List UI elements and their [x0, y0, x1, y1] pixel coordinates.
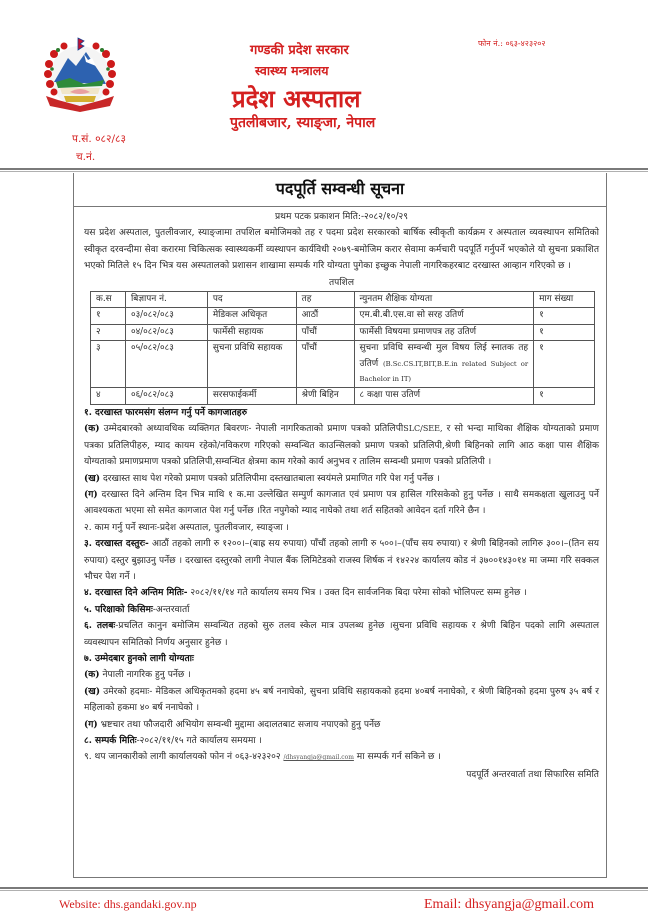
- cell-level: आठौं: [296, 308, 354, 324]
- footer-email[interactable]: Email: dhsyangja@gmail.com: [424, 897, 594, 912]
- item-label: (ख): [84, 472, 101, 484]
- section-5: [84, 602, 599, 618]
- signature-committee: पदपूर्ति अन्तरवार्ता तथा सिफारिस समिति: [466, 769, 599, 780]
- cell-qualification: फार्मेसी विषयमा प्रमाणपत्र तह उतिर्ण: [354, 324, 534, 340]
- cell-ad-no: ०६/०८२/०८३: [125, 388, 207, 404]
- cell-count: १: [534, 388, 595, 404]
- notice-title: पदपूर्ति सम्वन्धी सूचना: [74, 173, 606, 207]
- ministry-name: स्वास्थ्य मन्त्रालय: [255, 63, 329, 78]
- publication-date: प्रथम पटक प्रकाशन मिति:-२०८२/१०/२९: [275, 212, 408, 222]
- section-4: [84, 585, 599, 601]
- cell-count: १: [534, 324, 595, 340]
- item-label: (ग): [84, 718, 98, 730]
- col-header-sn: क.स: [91, 292, 126, 308]
- item-label: (क): [84, 423, 100, 435]
- intro-paragraph: यस प्रदेश अस्पताल, पुतलीवजार, स्याङ्जामा तपशिल बमोजिमको तह र पदमा प्रदेश सरकारको बार्षिक स्वीकृती कार्यक्रम र अस्पताल व्यवस्थापन समितिको स्वीकृत दरवन्दीमा सेवा करारमा चिकित्सक स्वास्थ्यकर्मी व्यस्थापन कार्यविधी २०७९-बमोजिम करार सेवामा कर्मचारी पदपूर्ति गर्नुपर्ने भएकोले यो सुचना प्रकाशित भएको मितिले १५ दिन भित्र यस अस्पतालको प्रशासन शाखामा सम्पर्क गरि योग्यता पुगेका इच्छुक नेपाली नागरिकहरबाट दरखास्त आव्हान गरिएको छ ।: [84, 228, 599, 272]
- cell-level: पाँचौं: [296, 341, 354, 388]
- section-3: [84, 536, 599, 585]
- section-1-ka: [84, 421, 599, 470]
- item-text: दरखास्त दिने अन्तिम दिन भित्र माथि १ क.मा उल्लेखित सम्पुर्ण कागजात एवं प्रमाण पत्र हासिल गरिसकेको हुनु पर्नेछ । साथै समकक्षता खुलाउनु पर्ने आवश्यकता भएमा सो समेत कागजात पेश गर्नु पर्नेछ ।रित नपुगेको म्याद नाघेको तथा शर्त सहितको आवेदन दर्ता गरिने छैन ।: [84, 489, 599, 517]
- section-1-ga: [84, 487, 599, 520]
- section-text: -प्रचलित कानुन बमोजिम सम्वन्धित तहको सुरु तलव स्केल मात्र उपलब्ध हुनेछ ।सुचना प्रविधि सहायक र श्रेणी बिहिन पदको लागि अस्पताल व्यवस्थापन समितिको निर्णय अनुसार हुनेछ ।: [84, 621, 599, 648]
- col-header-qualification: न्युनतम शैक्षिक योग्यता: [354, 292, 534, 308]
- section-text: २०८२/११/१४ गते कार्यालय समय भित्र । उक्त दिन सार्वजनिक बिदा परेमा सोको भोलिपल्ट सम्म हुनेछ ।: [187, 588, 527, 599]
- office-name: प्रदेश अस्पताल: [232, 84, 361, 113]
- cell-post: फार्मेसी सहायक: [207, 324, 296, 340]
- cell-post: सुचना प्रविधि सहायक: [207, 341, 296, 388]
- cell-ad-no: ०३/०८२/०८३: [125, 308, 207, 324]
- section-8: [84, 733, 599, 749]
- col-header-count: माग संख्या: [534, 292, 595, 308]
- item-text: भ्रष्टचार तथा फौजदारी अभियोग सम्वन्धी मुद्दामा अदालतबाट सजाय नपाएको हुनु पर्नेछ: [100, 719, 381, 730]
- table-row: [91, 308, 595, 324]
- notice-box: [73, 173, 607, 878]
- item-text-continued: र सो भन्दा माथिका शैक्षिक योग्यताको प्रमाण पत्रका प्रतिलिपीहरु, म्याद कायम रहेको/नविकरण गरिएको सम्वन्धित काउन्सिलको प्रमाण पत्रको प्रतिलिपी,श्रेणी बिहिनको लागि आठ कक्षा पास शैक्षिक योग्यताको प्रमाणप्रमाण पत्रको प्रतिलिपी,सम्वन्धित क्षेत्रमा काम गरेको कार्य अनुभव र तालिम सम्वन्धी प्रमाण पत्रको प्रतिलिपी ।: [84, 424, 599, 468]
- section-2: २. काम गर्नु पर्ने स्थानः-प्रदेश अस्पताल, पुतलीवजार, स्याङ्जा ।: [84, 522, 289, 533]
- qualification-text: सुचना प्रविधि सम्वन्धी मुल विषय लिई स्नातक तह उतिर्ण: [359, 343, 529, 369]
- dispatch-number: च.नं.: [76, 151, 96, 163]
- item-text: दरखास्त साथ पेश गरेको प्रमाण पत्रको प्रतिलिपीमा दस्तखातबाला स्वयंमले प्रमाणित गरि पेश गर्नु पर्नेछ ।: [102, 473, 440, 484]
- item-label: (ग): [84, 488, 98, 500]
- section-1-heading: १. दरखास्त फारमसंग संलग्न गर्नु पर्ने कागजातहरु: [84, 406, 248, 418]
- section-7-kha: [84, 684, 599, 717]
- footer-divider: [0, 887, 648, 891]
- section-label: ३. दरखास्त दस्तुरः-: [84, 538, 149, 550]
- item-text: उम्मेदबारको अध्यावधिक व्यक्तिगत बिवरणः- नेपाली नागरिकताको प्रमाण पत्रको प्रतिलिपी: [103, 424, 404, 435]
- cell-post: सरसफाईकर्मी: [207, 388, 296, 404]
- table-row: [91, 341, 595, 388]
- section-label: ५. परिक्षाको किसिमः: [84, 603, 153, 615]
- section-text: ९. थप जानकारीको लागी कार्यालयको फोन नं ०६३-४२३२०२: [84, 752, 284, 763]
- section-text: -२०८२/११/१५ गते कार्यालय समयमा ।: [136, 736, 262, 746]
- col-header-ad-no: बिज्ञापन नं.: [125, 292, 207, 308]
- footer-website[interactable]: Website: dhs.gandaki.gov.np: [59, 897, 197, 911]
- table-row: [91, 324, 595, 340]
- government-name: गण्डकी प्रदेश सरकार: [250, 43, 349, 58]
- office-address: पुतलीबजार, स्याङ्जा, नेपाल: [230, 115, 376, 131]
- section-text: आठौं तहको लागी रु १२००।–(बाह्र सय रुपाया) पाँचौं तहको लागी रु ५००।–(पाँच सय रुपाया) र श्रेणी बिहिनको लागिरु ३००।–(तिन सय रुपाया) दस्तुर बुझाउनु पर्नेछ । दरखास्त दस्तुरको लागी नेपाल बैंक लिमिटेडको राजस्व शिर्षक नं १४२२४ कार्यालय कोड नं ३७००१४३०१४ मा जम्मा गरि सक्कल भौचर पेश गर्ने ।: [84, 539, 599, 582]
- section-label: ८. सम्पर्क मितिः: [84, 735, 137, 746]
- qualification-extra: (B.Sc.CS.IT,BIT,B.E.in related Subject or Bachelor in IT): [359, 359, 529, 384]
- cell-ad-no: ०४/०८२/०८३: [125, 324, 207, 340]
- item-label: (क): [84, 669, 100, 681]
- section-1-kha: [84, 471, 599, 487]
- reference-number: प.सं. ०८२/८३: [72, 133, 126, 145]
- phone-number: फोन नं.: ०६३-४२३२०२: [478, 39, 546, 48]
- cell-ad-no: ०५/०८२/०८३: [125, 341, 207, 388]
- section-label: ४. दरखास्त दिने अन्तिम मितिः-: [84, 587, 188, 599]
- cell-sn: ३: [91, 341, 126, 388]
- section-text: -अन्तरवार्ता: [152, 604, 190, 615]
- cell-post: मेडिकल अधिकृत: [207, 308, 296, 324]
- section-6: [84, 618, 599, 651]
- cell-sn: ४: [91, 388, 126, 404]
- cell-count: १: [534, 308, 595, 324]
- section-7-ka: [84, 667, 599, 683]
- vacancy-table: [90, 291, 595, 405]
- nepal-emblem-icon: [40, 36, 120, 118]
- cell-qualification: [354, 341, 534, 388]
- cell-sn: २: [91, 324, 126, 340]
- cell-sn: १: [91, 308, 126, 324]
- cell-level: श्रेणी बिहिन: [296, 388, 354, 404]
- contact-email-link[interactable]: /dhsyangja@gmail.com: [283, 754, 354, 762]
- col-header-post: पद: [207, 292, 296, 308]
- cell-level: पाँचौं: [296, 324, 354, 340]
- section-9: [84, 749, 599, 766]
- table-caption: तपशिल: [328, 277, 355, 288]
- cell-qualification: एम.बी.बी.एस.वा सो सरह उतिर्ण: [354, 308, 534, 324]
- table-row: [91, 388, 595, 404]
- item-label: (ख): [84, 685, 101, 697]
- notice-content: [74, 207, 606, 783]
- item-text: उमेरको हदमाः- मेडिकल अधिकृतमको हदमा ४५ बर्ष ननाघेको, सुचना प्रविधि सहायकको हदमा ४०बर्ष ननाघेको, र श्रेणी बिहिनको हदमा पुरुष ३५ बर्ष र महिलाको हकमा ४० बर्ष ननाघेको ।: [84, 686, 599, 714]
- section-label: ६. तलबः: [84, 620, 116, 632]
- section-7-ga: [84, 717, 599, 733]
- item-text: नेपाली नागरिक हुनु पर्नेछ ।: [102, 670, 191, 681]
- table-header-row: [91, 292, 595, 308]
- section-7-heading: ७. उम्मेदबार हुनको लागी योग्यताः: [84, 652, 194, 664]
- cell-qualification: ८ कक्षा पास उतिर्ण: [354, 388, 534, 404]
- col-header-level: तह: [296, 292, 354, 308]
- header-divider: [0, 168, 648, 172]
- section-text-continued: मा सम्पर्क गर्न सकिने छ ।: [353, 752, 441, 763]
- cell-count: १: [534, 341, 595, 388]
- item-abbr: SLC/SEE,: [403, 424, 443, 434]
